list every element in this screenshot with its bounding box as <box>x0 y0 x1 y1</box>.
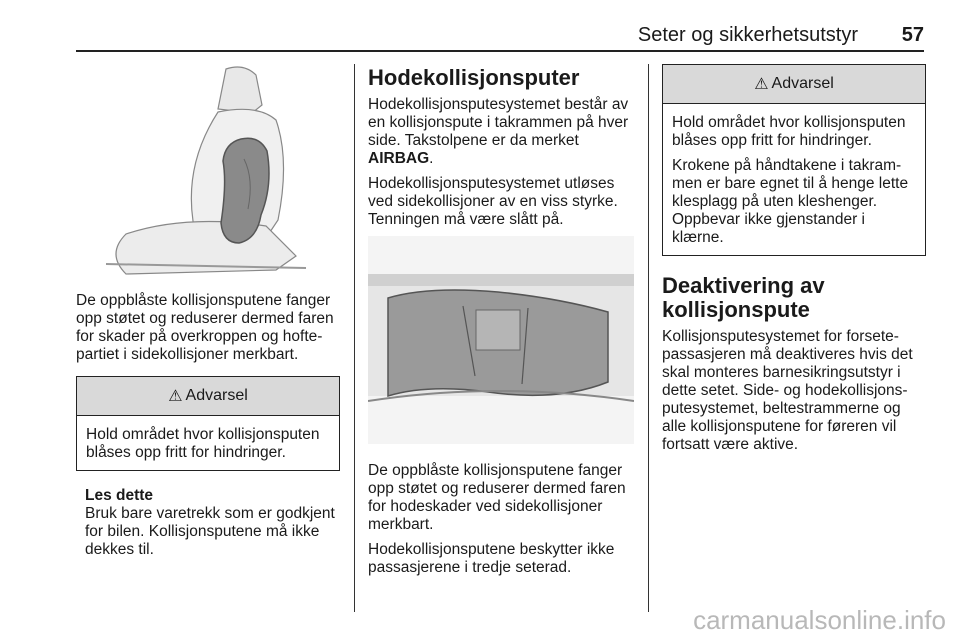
warning-body <box>77 416 339 470</box>
warning-header <box>77 377 339 416</box>
note-title: Les dette <box>85 487 154 504</box>
section-heading: Deaktivering av kollisjonspute <box>662 273 825 322</box>
text-run: . <box>429 150 434 167</box>
warning-text: Krokene på håndtakene i takram-men er bare egnet til å henge lette klesplagg på uten kleshenger. Oppbevar ikke gjenstander i klærne. <box>672 157 909 246</box>
warning-header <box>663 65 925 104</box>
text-run: Hodekollisjonsputesystemet består av en kollisjonspute i takrammen på hver side. Takstolpene er da merket <box>368 96 629 149</box>
paragraph: Kollisjonsputesystemet for forsete-passasjeren må deaktiveres hvis det skal monteres barnesikringsutstyr i dette setet. Side- og hodekollisjons-putesystemet, beltestrammerne og alle kollisjonsputene for føreren vil fortsatt være aktive. <box>662 328 913 453</box>
paragraph <box>368 96 634 168</box>
section-title: Seter og sikkerhetsutstyr <box>637 24 858 46</box>
warning-box <box>662 64 926 256</box>
warning-text: Hold området hvor kollisjonsputen blåses opp fritt for hindringer. <box>672 114 906 149</box>
warning-text: Hold området hvor kollisjonsputen blåses opp fritt for hindringer. <box>86 426 320 461</box>
seat-airbag-illustration <box>76 64 340 276</box>
paragraph: Hodekollisjonsputesystemet utløses ved sidekollisjoner av en viss styrke. Tenningen må være slått på. <box>368 175 618 228</box>
warning-box <box>76 376 340 471</box>
airbag-label: AIRBAG <box>368 150 430 167</box>
note-text: Bruk bare varetrekk som er godkjent for bilen. Kollisjonsputene må ikke dekkes til. <box>85 505 335 558</box>
page-header <box>76 22 924 52</box>
warning-title: Advarsel <box>771 75 834 92</box>
warning-body <box>663 104 925 255</box>
warning-triangle-icon: ⚠ <box>168 388 183 405</box>
section-heading: Hodekollisjonsputer <box>368 65 580 90</box>
column-3 <box>662 64 926 461</box>
note-block <box>85 487 340 559</box>
column-divider <box>354 64 355 612</box>
column-1 <box>76 64 340 566</box>
warning-title: Advarsel <box>185 387 248 404</box>
column-2 <box>368 64 634 584</box>
curtain-airbag-illustration <box>368 236 634 444</box>
figure-caption: De oppblåste kollisjonsputene fanger opp støtet og reduserer dermed faren for hodeskader ved sidekollisjoner merkbart. <box>368 462 626 533</box>
watermark-brand: carmanualsonline.info <box>693 605 946 635</box>
paragraph: Hodekollisjonsputene beskytter ikke passasjerene i tredje seterad. <box>368 541 615 576</box>
page-number: 57 <box>901 24 924 46</box>
column-divider <box>648 64 649 612</box>
warning-triangle-icon: ⚠ <box>754 76 769 93</box>
figure-caption: De oppblåste kollisjonsputene fanger opp støtet og reduserer dermed faren for skader på overkroppen og hofte-partiet i sidekollisjoner merkbart. <box>76 292 334 363</box>
